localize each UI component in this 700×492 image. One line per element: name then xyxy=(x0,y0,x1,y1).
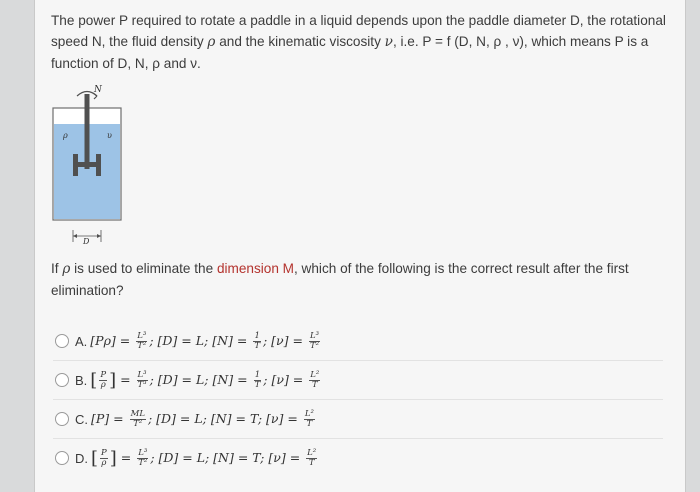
label-rho: ρ xyxy=(63,131,68,140)
option-d-equation: [ $\frac{P}{\rho}$ ] = $\frac{\text{L³}}{\text{T²}}$ ; [D] = L; [N] = T; [ν] = $\frac{\text{L²}}{T}$ xyxy=(91,447,317,469)
question-2-text: If ρ is used to eliminate the dimension M, which of the following is the correct result after the first elimination? xyxy=(51,261,629,298)
question-line-1: The power P required to rotate a paddle in a liquid depends upon the paddle diameter D, the rotational xyxy=(51,13,666,28)
radio-option-a[interactable] xyxy=(55,334,69,348)
option-b[interactable]: B. [ $\frac{P}{\rho}$ ] = $\frac{\text{L³}}{\text{T³}}$ ; [D] = L; [N] = $\frac{1}{T}$ ; [ν] = $\frac{\text{L²}}{T}$ xyxy=(53,360,663,399)
option-a[interactable]: A. [Pρ] = $\frac{\text{L³}}{\text{T²}}$ ; [D] = L; [N] = $\frac{1}{T}$ ; [ν] = $\frac{\text{L³}}{\text{T²}}$ xyxy=(53,322,663,360)
option-c[interactable]: C. [P] = $\frac{ML}{\text{T²}}$ ; [D] = L; [N] = T; [ν] = $\frac{\text{L²}}{T}$ xyxy=(53,399,663,438)
option-a-equation: [Pρ] = $\frac{\text{L³}}{\text{T²}}$ ; [D] = L; [N] = $\frac{1}{T}$ ; [ν] = $\frac{\text{L³}}{\text{T²}}$ xyxy=(90,330,320,351)
question-line-2: speed N, the fluid density ρ and the kinematic viscosity ν, i.e. P = f (D, N, ρ , ν), which means P is a xyxy=(51,34,649,50)
option-c-equation: [P] = $\frac{ML}{\text{T²}}$ ; [D] = L; [N] = T; [ν] = $\frac{\text{L²}}{T}$ xyxy=(91,408,314,429)
paddle-diagram xyxy=(51,84,151,246)
question-line-3: function of D, N, ρ and ν. xyxy=(51,56,201,71)
label-D: D xyxy=(83,237,90,246)
radio-option-b[interactable] xyxy=(55,373,69,387)
question-card xyxy=(34,0,686,492)
option-b-equation: [ $\frac{P}{\rho}$ ] = $\frac{\text{L³}}{\text{T³}}$ ; [D] = L; [N] = $\frac{1}{T}$ ; [ν] = $\frac{\text{L²}}{T}$ xyxy=(90,369,320,391)
label-nu: υ xyxy=(107,131,112,140)
option-d[interactable]: D. [ $\frac{P}{\rho}$ ] = $\frac{\text{L³}}{\text{T²}}$ ; [D] = L; [N] = T; [ν] = $\frac{\text{L²}}{T}$ xyxy=(53,438,663,477)
answer-options xyxy=(53,322,663,477)
radio-option-d[interactable] xyxy=(55,451,69,465)
question-text xyxy=(51,10,671,74)
label-N: N xyxy=(94,85,102,95)
radio-option-c[interactable] xyxy=(55,412,69,426)
dimension-highlight: dimension M xyxy=(216,261,294,276)
